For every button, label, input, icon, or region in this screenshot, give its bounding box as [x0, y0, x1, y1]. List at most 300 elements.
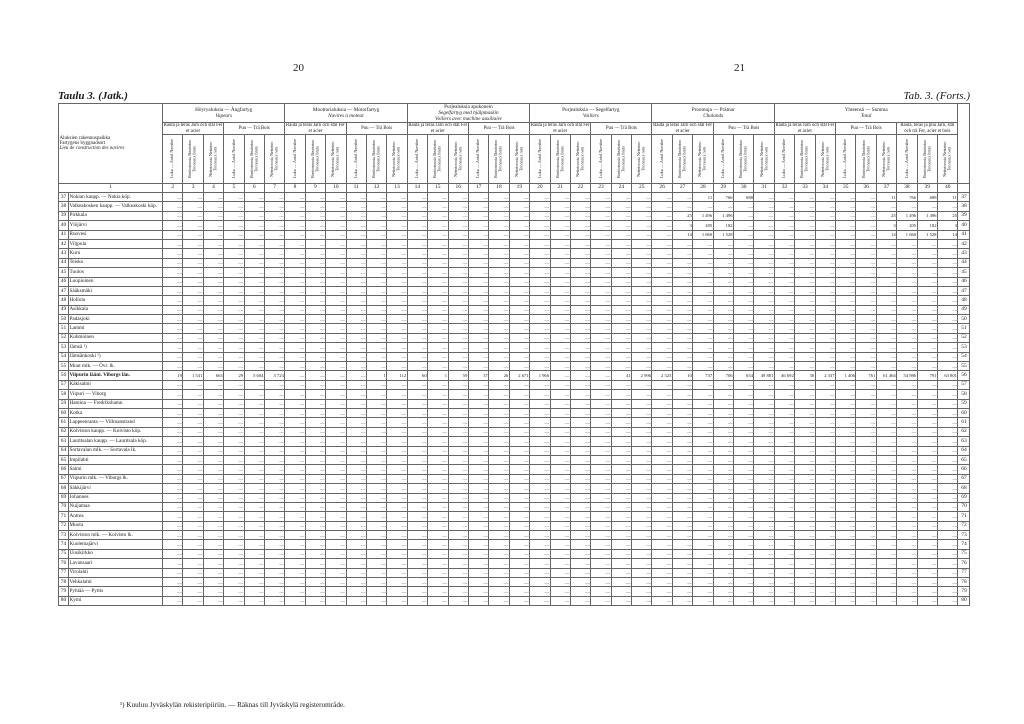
cell: —	[285, 484, 305, 493]
cell: —	[203, 277, 223, 286]
cell: —	[570, 286, 590, 295]
cell: —	[366, 502, 386, 511]
cell: —	[326, 268, 346, 277]
row-label: Viipurin mlk. — Viborgs lk.	[69, 474, 163, 483]
cell: —	[754, 305, 774, 314]
cell: —	[774, 512, 794, 521]
cell: —	[224, 277, 244, 286]
cell: —	[264, 352, 284, 361]
cell: —	[387, 408, 407, 417]
cell: —	[468, 474, 488, 483]
cell: —	[428, 559, 448, 568]
cell: —	[428, 521, 448, 530]
vertical-col-title	[652, 135, 672, 184]
cell: —	[509, 587, 529, 596]
vertical-col-text: Bruttotonnia Bruttoton Tonneaux bruts	[799, 139, 809, 179]
cell: —	[509, 418, 529, 427]
cell: —	[448, 540, 468, 549]
cell: —	[346, 521, 366, 530]
cell: —	[407, 502, 427, 511]
cell: —	[876, 315, 896, 324]
cell: —	[917, 549, 937, 558]
cell: —	[611, 315, 631, 324]
cell: —	[795, 221, 815, 230]
cell: —	[836, 559, 856, 568]
cell: —	[774, 455, 794, 464]
cell: —	[856, 362, 876, 371]
cell: —	[693, 465, 713, 474]
cell: —	[244, 352, 264, 361]
cell: —	[346, 258, 366, 267]
cell: —	[897, 399, 917, 408]
cell: —	[550, 230, 570, 239]
cell: —	[530, 333, 550, 342]
cell: —	[652, 549, 672, 558]
group-title: Yhteensä — Summa	[844, 107, 888, 113]
cell: —	[530, 277, 550, 286]
cell: —	[530, 465, 550, 474]
cell: —	[672, 380, 692, 389]
cell: —	[693, 512, 713, 521]
cell: —	[611, 559, 631, 568]
row-number-right: 42	[958, 239, 970, 248]
cell: —	[570, 596, 590, 605]
table-row	[59, 277, 970, 286]
row-number-right: 51	[958, 324, 970, 333]
cell: —	[285, 531, 305, 540]
row-number-right: 59	[958, 399, 970, 408]
cell: —	[652, 408, 672, 417]
material-iron: Rauta ja teräs Järn och stål Fer et acier	[653, 123, 712, 134]
cell: —	[570, 484, 590, 493]
cell: —	[407, 380, 427, 389]
cell: —	[305, 258, 325, 267]
cell: —	[611, 324, 631, 333]
cell: —	[326, 512, 346, 521]
cell: —	[774, 221, 794, 230]
cell: —	[591, 371, 611, 380]
cell: —	[224, 202, 244, 211]
cell: —	[672, 493, 692, 502]
cell: —	[591, 568, 611, 577]
cell: —	[183, 493, 203, 502]
cell: —	[346, 221, 366, 230]
cell: —	[632, 296, 652, 305]
cell: —	[489, 587, 509, 596]
cell: —	[611, 390, 631, 399]
cell: —	[632, 559, 652, 568]
cell: —	[795, 502, 815, 511]
cell: —	[326, 408, 346, 417]
cell: —	[163, 315, 183, 324]
cell: —	[550, 221, 570, 230]
cell: —	[183, 258, 203, 267]
table-row	[59, 362, 970, 371]
vertical-col-text: Bruttotonnia Bruttoton Tonneaux bruts	[309, 139, 320, 179]
vertical-col-text: Luku — Antal Nombre	[291, 139, 297, 179]
cell: —	[897, 390, 917, 399]
col-number: 20	[530, 184, 550, 193]
cell: —	[795, 540, 815, 549]
cell: 1 528	[713, 230, 733, 239]
cell: —	[163, 408, 183, 417]
cell: —	[326, 587, 346, 596]
cell: —	[795, 258, 815, 267]
table-row	[59, 239, 970, 248]
cell: —	[795, 390, 815, 399]
cell: —	[856, 221, 876, 230]
cell: —	[876, 465, 896, 474]
cell: —	[856, 493, 876, 502]
cell: —	[713, 249, 733, 258]
row-label: Tuulos	[69, 268, 163, 277]
cell: —	[815, 446, 835, 455]
cell: —	[550, 549, 570, 558]
col-number: 29	[713, 184, 733, 193]
cell: —	[346, 474, 366, 483]
cell: —	[244, 540, 264, 549]
cell: —	[224, 446, 244, 455]
cell: —	[366, 587, 386, 596]
cell: —	[489, 437, 509, 446]
cell: —	[611, 587, 631, 596]
row-label: Hamina — Fredrikshamn	[69, 399, 163, 408]
cell: —	[428, 390, 448, 399]
cell: 10	[672, 371, 692, 380]
cell: —	[346, 446, 366, 455]
row-number: 67	[59, 474, 69, 483]
cell: —	[672, 521, 692, 530]
cell: —	[917, 418, 937, 427]
cell: —	[713, 324, 733, 333]
cell: —	[550, 568, 570, 577]
cell: —	[244, 333, 264, 342]
cell: —	[387, 540, 407, 549]
cell: —	[264, 249, 284, 258]
cell: —	[489, 596, 509, 605]
cell: —	[815, 418, 835, 427]
cell: —	[795, 596, 815, 605]
cell: 14	[937, 230, 957, 239]
cell: —	[836, 399, 856, 408]
cell: —	[897, 315, 917, 324]
cell: —	[224, 268, 244, 277]
cell: —	[244, 521, 264, 530]
cell: —	[591, 249, 611, 258]
cell: —	[917, 286, 937, 295]
cell: —	[693, 531, 713, 540]
cell: —	[509, 455, 529, 464]
cell: 11	[937, 193, 957, 202]
cell: —	[754, 568, 774, 577]
cell: —	[428, 343, 448, 352]
cell: —	[285, 578, 305, 587]
cell: —	[203, 549, 223, 558]
group-header	[774, 104, 958, 123]
vertical-col-text: Luku — Antal Nombre	[781, 139, 787, 179]
group-title: Proomuja — Prämar	[691, 107, 735, 113]
cell: —	[836, 390, 856, 399]
cell: —	[509, 286, 529, 295]
cell: —	[244, 568, 264, 577]
vertical-col-title	[937, 135, 957, 184]
cell: —	[713, 333, 733, 342]
cell: —	[795, 277, 815, 286]
cell: 1 496	[897, 211, 917, 220]
cell: —	[346, 493, 366, 502]
cell: —	[407, 549, 427, 558]
cell: —	[448, 587, 468, 596]
cell: —	[163, 333, 183, 342]
cell: 663	[203, 371, 223, 380]
col-number: 1	[59, 184, 163, 193]
cell: —	[570, 258, 590, 267]
cell: —	[611, 211, 631, 220]
cell: —	[530, 474, 550, 483]
cell: —	[387, 587, 407, 596]
cell: —	[672, 352, 692, 361]
cell: —	[468, 596, 488, 605]
cell: —	[468, 502, 488, 511]
row-number: 68	[59, 484, 69, 493]
cell: —	[591, 502, 611, 511]
cell: —	[285, 268, 305, 277]
cell: —	[305, 202, 325, 211]
cell: —	[428, 333, 448, 342]
cell: —	[428, 455, 448, 464]
cell: —	[693, 324, 713, 333]
cell: —	[774, 578, 794, 587]
cell: —	[652, 202, 672, 211]
cell: —	[468, 418, 488, 427]
cell: —	[876, 362, 896, 371]
cell: —	[224, 502, 244, 511]
table-row	[59, 258, 970, 267]
cell: —	[836, 305, 856, 314]
cell: —	[203, 502, 223, 511]
row-number-right: 48	[958, 296, 970, 305]
cell: —	[183, 427, 203, 436]
cell: —	[203, 474, 223, 483]
cell: —	[509, 559, 529, 568]
cell: —	[489, 343, 509, 352]
cell: —	[632, 399, 652, 408]
cell: —	[795, 493, 815, 502]
cell: —	[570, 296, 590, 305]
cell: —	[448, 455, 468, 464]
cell: —	[264, 362, 284, 371]
cell: —	[530, 230, 550, 239]
cell: —	[468, 578, 488, 587]
cell: —	[876, 474, 896, 483]
cell: —	[754, 531, 774, 540]
cell: —	[591, 193, 611, 202]
cell: —	[917, 277, 937, 286]
cell: —	[468, 531, 488, 540]
cell: —	[305, 268, 325, 277]
cell: —	[448, 408, 468, 417]
cell: —	[489, 427, 509, 436]
cell: —	[264, 531, 284, 540]
cell: —	[285, 418, 305, 427]
cell: —	[937, 239, 957, 248]
cell: —	[693, 408, 713, 417]
cell: —	[815, 268, 835, 277]
cell: —	[856, 352, 876, 361]
table-row	[59, 455, 970, 464]
cell: —	[428, 484, 448, 493]
cell: —	[632, 437, 652, 446]
cell: —	[530, 268, 550, 277]
cell: —	[856, 427, 876, 436]
cell: —	[652, 531, 672, 540]
cell: —	[428, 202, 448, 211]
cell: —	[326, 568, 346, 577]
cell: —	[897, 437, 917, 446]
cell: —	[876, 258, 896, 267]
cell: —	[305, 455, 325, 464]
cell: —	[591, 512, 611, 521]
cell: —	[244, 277, 264, 286]
cell: —	[509, 315, 529, 324]
cell: —	[264, 333, 284, 342]
row-label: Uusikirkko	[69, 549, 163, 558]
cell: —	[530, 221, 550, 230]
cell: —	[183, 230, 203, 239]
cell: —	[264, 549, 284, 558]
cell: —	[856, 587, 876, 596]
cell: —	[570, 390, 590, 399]
cell: —	[632, 249, 652, 258]
cell: —	[754, 559, 774, 568]
cell: 3	[672, 221, 692, 230]
cell: —	[652, 578, 672, 587]
cell: —	[448, 239, 468, 248]
cell: —	[693, 286, 713, 295]
cell: —	[509, 427, 529, 436]
cell: —	[734, 465, 754, 474]
cell: —	[183, 418, 203, 427]
cell: —	[509, 540, 529, 549]
table-row	[59, 493, 970, 502]
cell: —	[224, 315, 244, 324]
row-number: 47	[59, 286, 69, 295]
cell: —	[672, 596, 692, 605]
cell: —	[570, 193, 590, 202]
cell: —	[203, 268, 223, 277]
cell: —	[937, 286, 957, 295]
vertical-col-title	[754, 135, 774, 184]
material-iron: Rauta ja teräs Järn och stål Fer et acier	[530, 123, 590, 134]
cell: 1 496	[693, 211, 713, 220]
cell: —	[856, 211, 876, 220]
cell: —	[509, 362, 529, 371]
stub-header-line: Lieu de construction des navires	[59, 146, 125, 152]
cell: —	[917, 531, 937, 540]
cell: —	[652, 559, 672, 568]
cell: 49 881	[754, 371, 774, 380]
cell: —	[326, 324, 346, 333]
cell: —	[550, 474, 570, 483]
vertical-col-text: Luku — Antal Nombre	[658, 139, 664, 179]
cell: —	[183, 296, 203, 305]
cell: —	[448, 296, 468, 305]
cell: —	[489, 568, 509, 577]
vertical-col-title	[326, 135, 346, 184]
cell: —	[530, 390, 550, 399]
cell: —	[366, 268, 386, 277]
cell: —	[387, 296, 407, 305]
cell: —	[815, 286, 835, 295]
cell: —	[163, 568, 183, 577]
cell: —	[937, 380, 957, 389]
cell: —	[428, 446, 448, 455]
cell: —	[611, 296, 631, 305]
cell: —	[163, 390, 183, 399]
cell: —	[264, 268, 284, 277]
col-number: 39	[917, 184, 937, 193]
vertical-col-title	[815, 135, 835, 184]
cell: —	[795, 249, 815, 258]
row-number-right: 52	[958, 333, 970, 342]
cell: —	[428, 408, 448, 417]
row-label: Koiviston mlk. — Koivisto lk.	[69, 531, 163, 540]
row-label: Sääksmäki	[69, 286, 163, 295]
cell: —	[183, 446, 203, 455]
cell: —	[672, 502, 692, 511]
cell: —	[836, 531, 856, 540]
cell: —	[468, 315, 488, 324]
cell: —	[346, 596, 366, 605]
cell: 182	[713, 221, 733, 230]
group-title: Vapeurs	[215, 113, 233, 119]
cell: —	[264, 559, 284, 568]
cell: —	[366, 352, 386, 361]
cell: —	[836, 578, 856, 587]
cell: —	[407, 258, 427, 267]
cell: —	[713, 352, 733, 361]
cell: —	[407, 202, 427, 211]
cell: —	[611, 193, 631, 202]
cell: —	[305, 230, 325, 239]
cell: —	[489, 362, 509, 371]
cell: —	[530, 568, 550, 577]
vertical-col-title	[244, 135, 264, 184]
cell: —	[611, 362, 631, 371]
cell: —	[244, 559, 264, 568]
cell: 11	[876, 193, 896, 202]
cell: —	[591, 531, 611, 540]
cell: —	[632, 521, 652, 530]
cell: —	[734, 512, 754, 521]
cell: —	[387, 324, 407, 333]
cell: —	[387, 559, 407, 568]
row-number: 40	[59, 221, 69, 230]
cell: —	[285, 427, 305, 436]
row-label: Kolviston kaupp. — Koivisto köp.	[69, 427, 163, 436]
cell: —	[224, 531, 244, 540]
table-row	[59, 474, 970, 483]
cell: —	[509, 531, 529, 540]
cell: —	[591, 578, 611, 587]
cell: —	[774, 193, 794, 202]
cell: —	[876, 596, 896, 605]
row-number-right: 64	[958, 446, 970, 455]
cell: —	[407, 474, 427, 483]
cell: —	[305, 371, 325, 380]
cell: —	[244, 455, 264, 464]
cell: —	[448, 521, 468, 530]
